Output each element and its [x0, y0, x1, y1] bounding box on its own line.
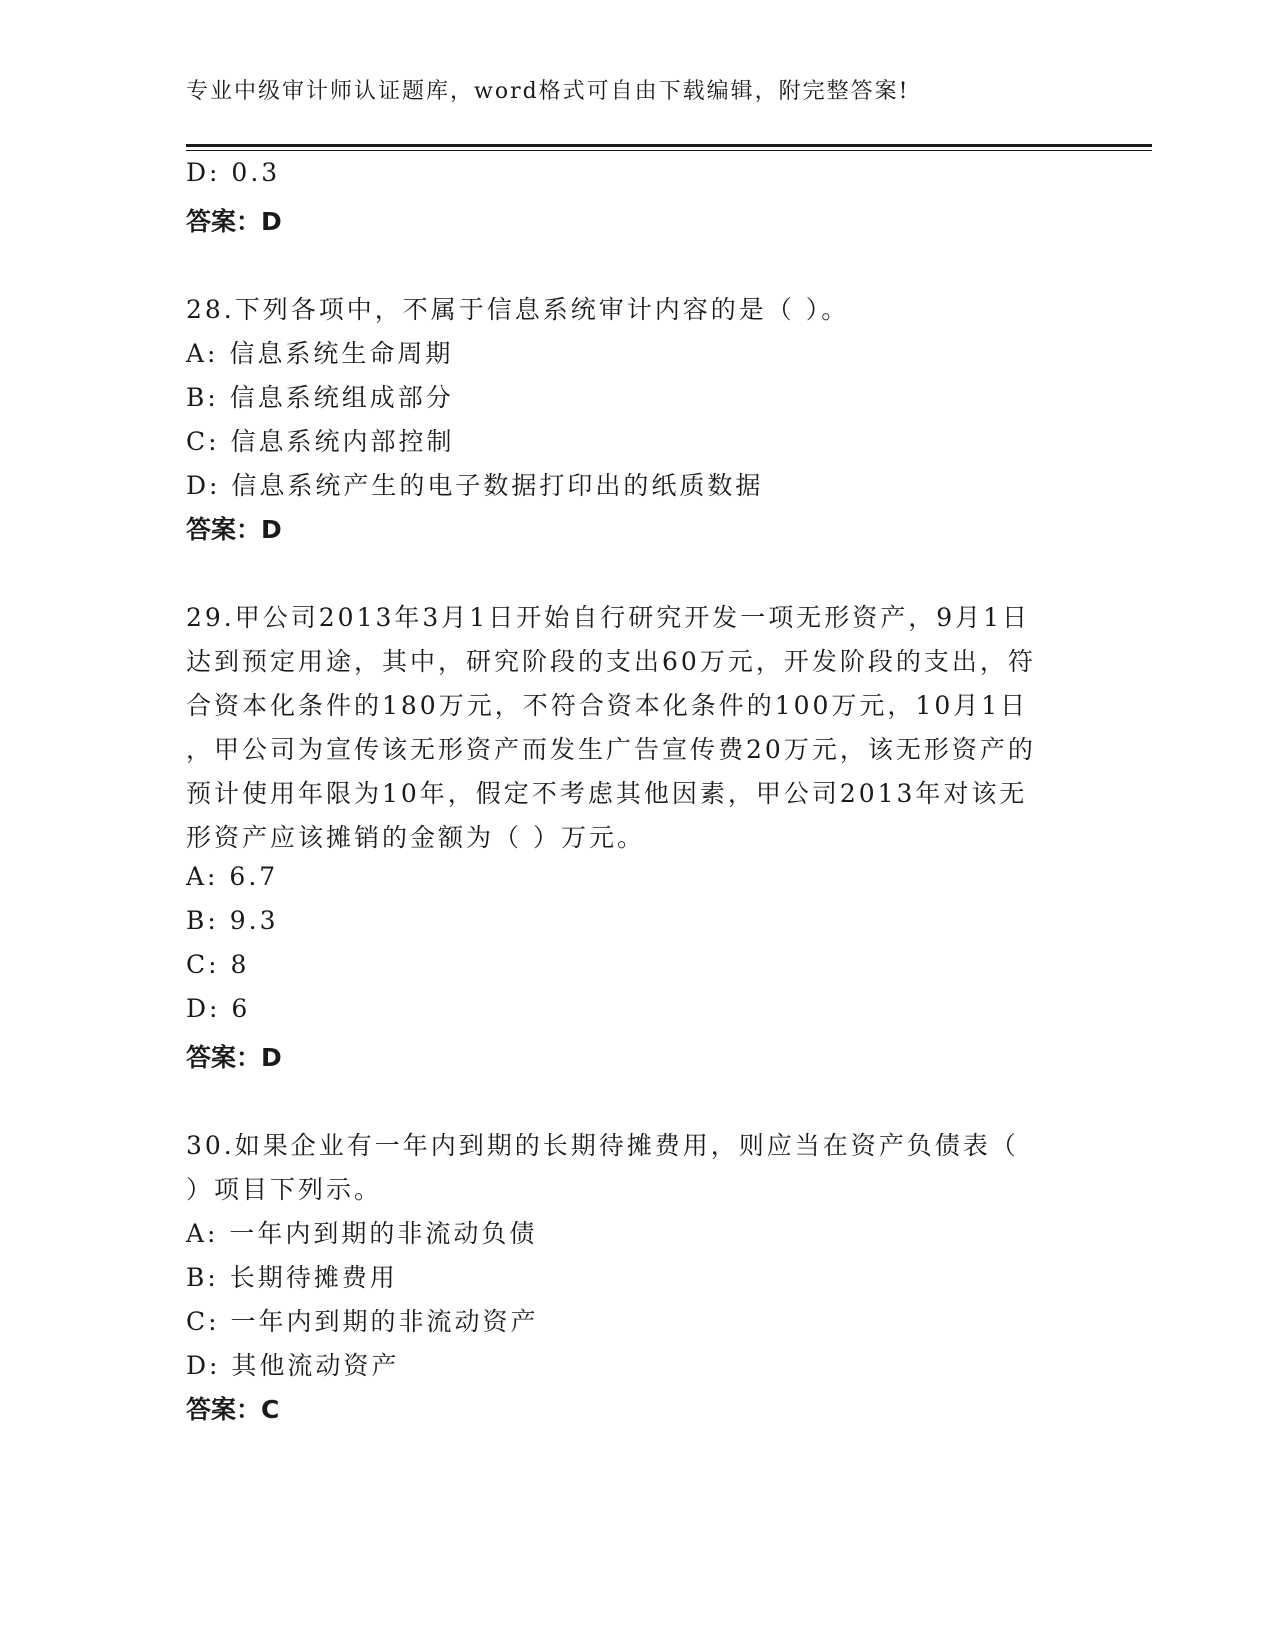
q29-stem-line: ，甲公司为宣传该无形资产而发生广告宣传费20万元，该无形资产的	[186, 735, 1036, 764]
q29-option-d: D: 6	[186, 994, 251, 1023]
q29-stem-line: 达到预定用途，其中，研究阶段的支出60万元，开发阶段的支出，符	[186, 647, 1036, 676]
q28-stem: 28.下列各项中，不属于信息系统审计内容的是（ ）。	[186, 295, 850, 324]
q28-option-c: C: 信息系统内部控制	[186, 427, 455, 456]
q30-option-c: C: 一年内到期的非流动资产	[186, 1307, 539, 1336]
prev-option-d: D: 0.3	[186, 158, 281, 187]
header-rule-thin	[186, 150, 1152, 151]
prev-answer: 答案：D	[186, 207, 282, 236]
q28-option-b: B: 信息系统组成部分	[186, 383, 454, 412]
q30-stem-line: ）项目下列示。	[186, 1175, 383, 1204]
page-header: 专业中级审计师认证题库，word格式可自由下载编辑，附完整答案!	[186, 79, 910, 104]
q30-answer: 答案：C	[186, 1395, 280, 1424]
q28-option-d: D: 信息系统产生的电子数据打印出的纸质数据	[186, 471, 764, 500]
q29-option-b: B: 9.3	[186, 906, 279, 935]
q29-stem-line: 预计使用年限为10年，假定不考虑其他因素，甲公司2013年对该无	[186, 779, 1028, 808]
q30-option-d: D: 其他流动资产	[186, 1351, 400, 1380]
header-rule-thick	[186, 144, 1152, 147]
q30-stem-line: 30.如果企业有一年内到期的长期待摊费用，则应当在资产负债表（	[186, 1131, 1019, 1160]
q29-stem-line: 29.甲公司2013年3月1日开始自行研究开发一项无形资产，9月1日	[186, 603, 1031, 632]
q28-answer: 答案：D	[186, 515, 282, 544]
q29-option-c: C: 8	[186, 950, 250, 979]
q29-stem-line: 形资产应该摊销的金额为（ ）万元。	[186, 823, 645, 852]
q29-answer: 答案：D	[186, 1043, 282, 1072]
q28-option-a: A: 信息系统生命周期	[186, 339, 454, 368]
q29-option-a: A: 6.7	[186, 862, 279, 891]
q30-option-a: A: 一年内到期的非流动负债	[186, 1219, 538, 1248]
q29-stem-line: 合资本化条件的180万元，不符合资本化条件的100万元，10月1日	[186, 691, 1029, 720]
q30-option-b: B: 长期待摊费用	[186, 1263, 398, 1292]
